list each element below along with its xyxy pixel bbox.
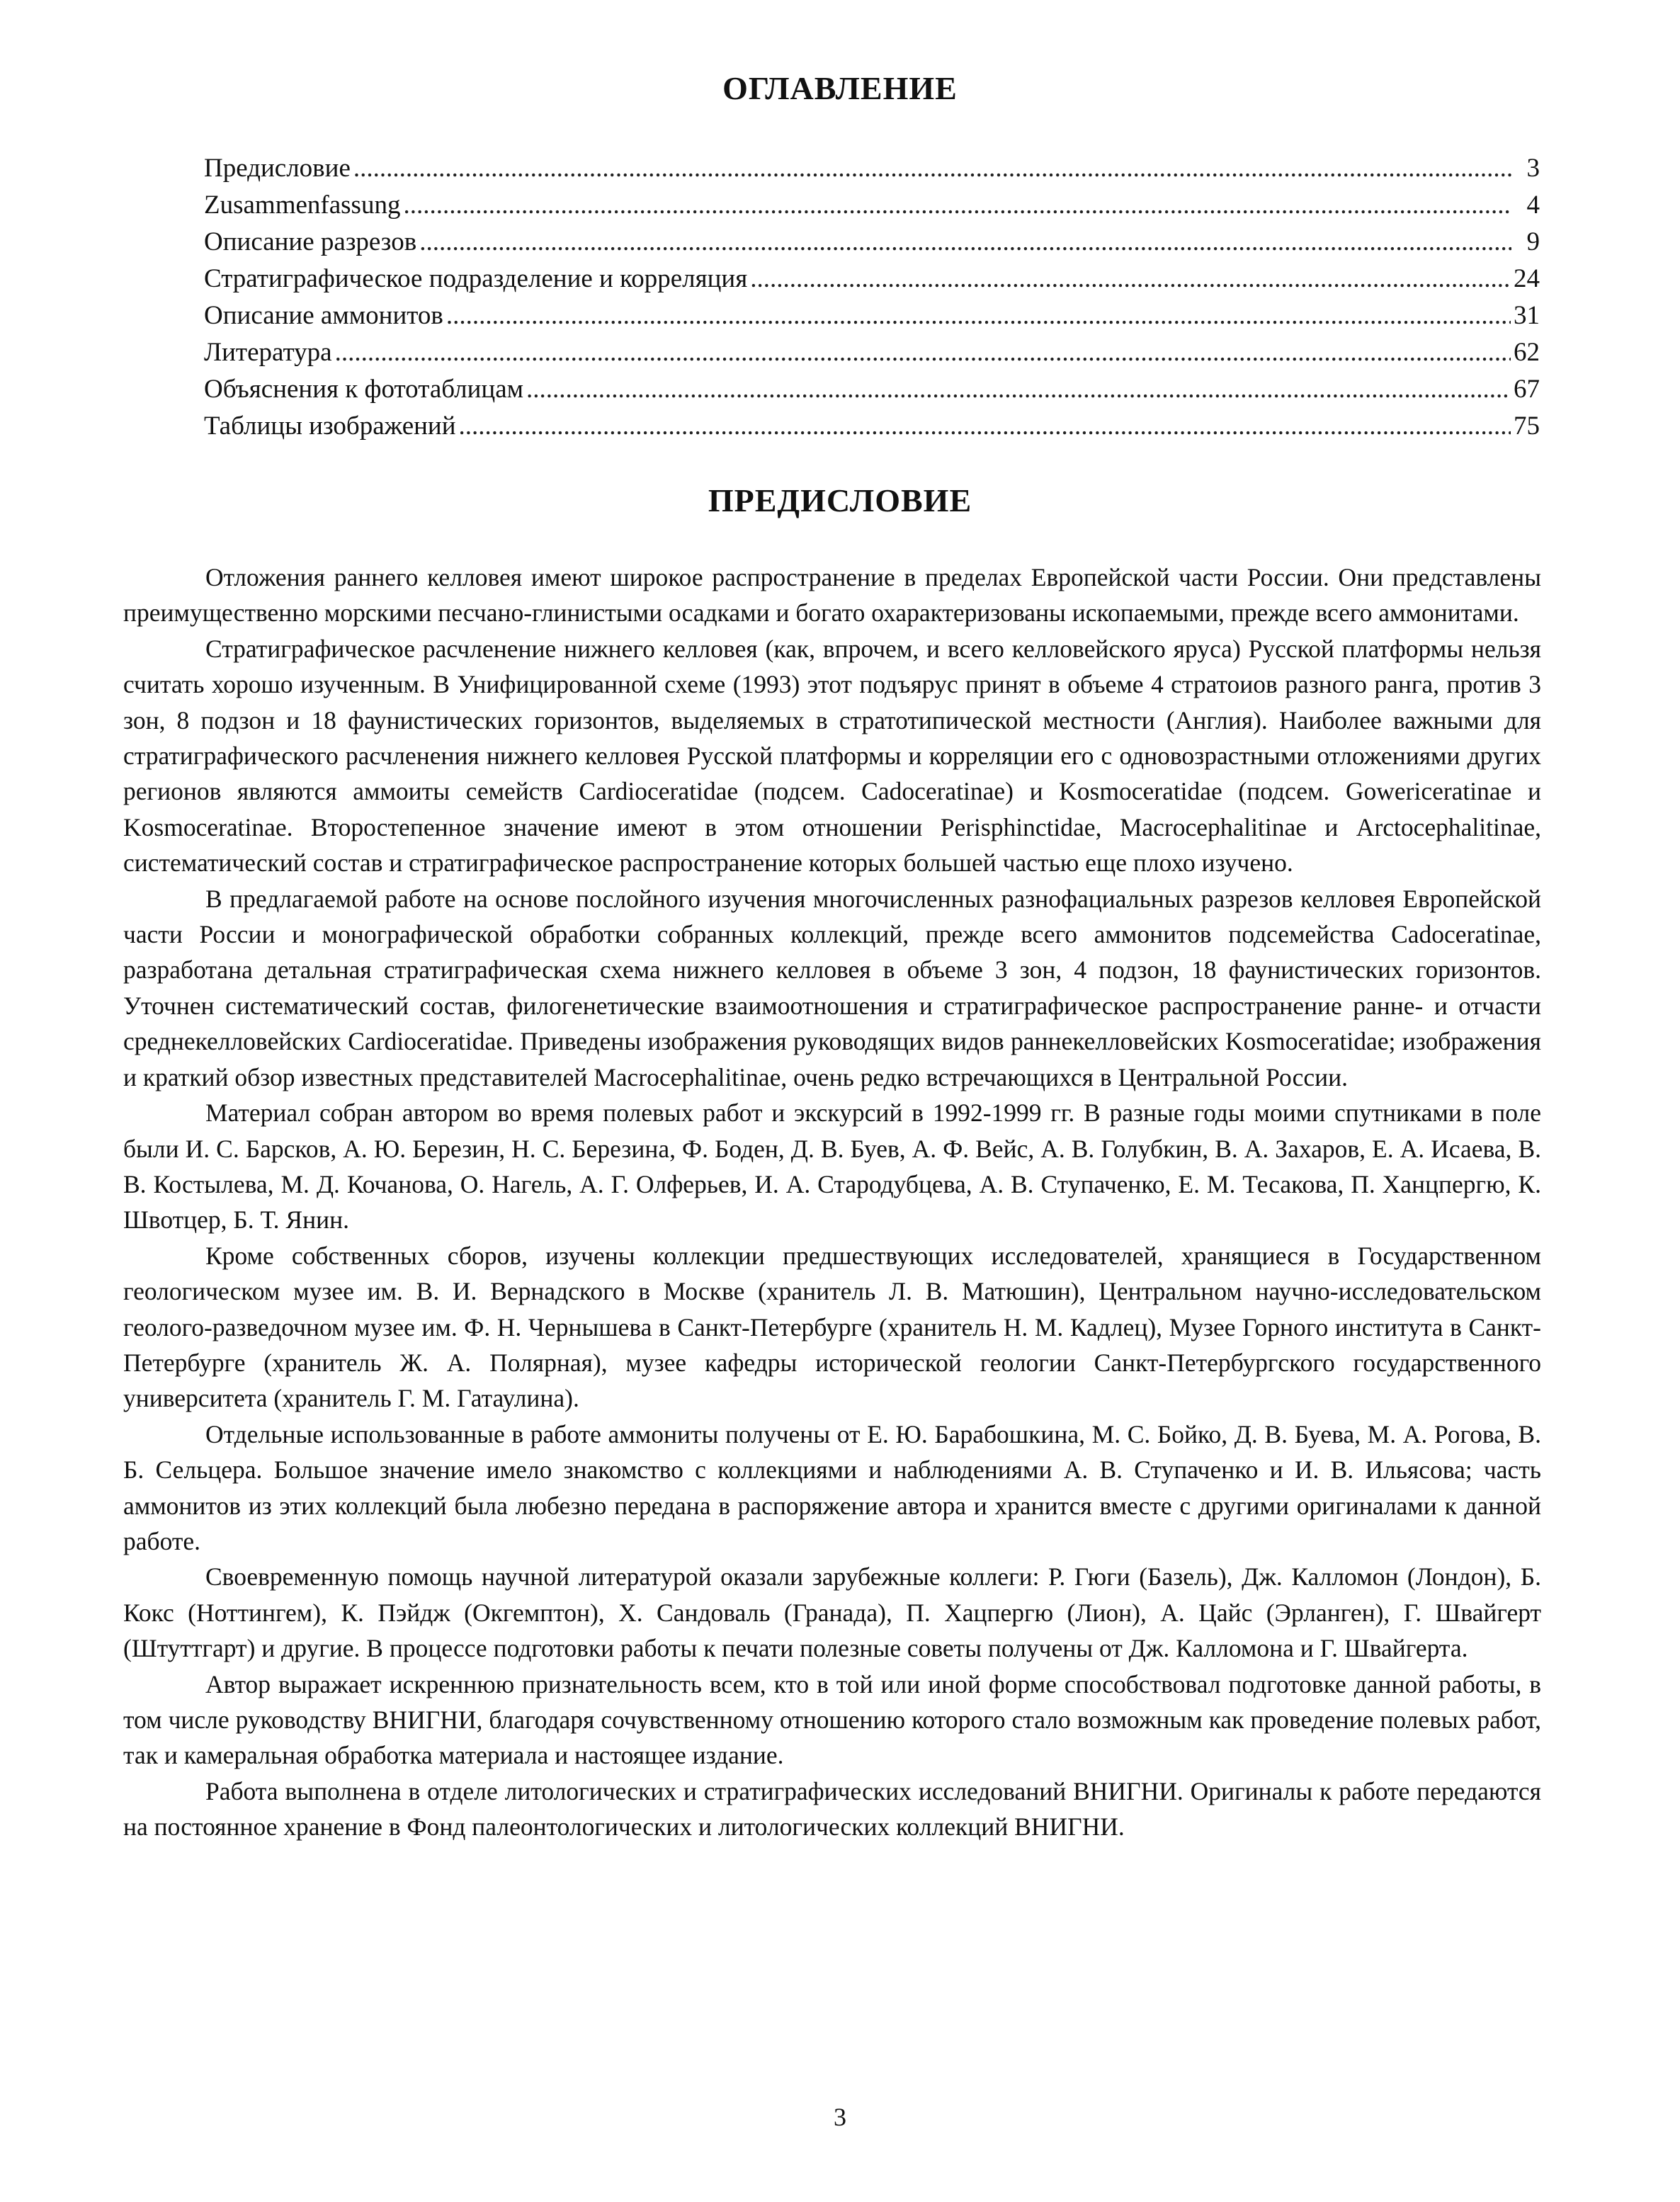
preface-paragraph: Кроме собственных сборов, изучены коллекции предшествующих исследователей, хранящиеся в Государственном геологическом музее им. В. И. Вернадского в Москве (хранитель Л. В. Матюшин), Центральном научно-исследовательском геолого-разведочном музее им. Ф. Н. Чернышева в Санкт-Петербурге (хранитель Н. М. Кадлец), Музее Горного института в Санкт-Петербурге (хранитель Ж. А. Полярная), музее кафедры исторической геологии Санкт-Петербургского государственного университета (хранитель Г. М. Гатаулина). [123, 1241, 1541, 1413]
preface-title: ПРЕДИСЛОВИЕ [708, 482, 972, 518]
toc-entry-page: 31 [1514, 301, 1540, 330]
preface-paragraph: Автор выражает искреннюю признательность всем, кто в той или иной форме способствовал подготовке данной работы, в том числе руководству ВНИГНИ, благодаря сочувственному отношению которого стало возможным как проведение полевых работ, так и камеральная обработка материала и настоящее издание. [123, 1669, 1541, 1770]
toc-entry-label: Предисловие [204, 154, 351, 183]
toc-entry-page: 9 [1526, 227, 1540, 256]
toc-entry[interactable] [204, 224, 1540, 261]
toc-entry-page: 62 [1514, 338, 1540, 367]
toc-entry[interactable] [204, 187, 1540, 224]
toc-entry-label: Таблицы изображений [204, 412, 456, 441]
toc-entry-label: Zusammenfassung [204, 191, 401, 220]
toc-leader-dots [403, 187, 1511, 224]
toc-entry[interactable] [204, 297, 1540, 334]
toc-entry-label: Описание аммонитов [204, 301, 443, 330]
toc-entry-label: Литература [204, 338, 332, 367]
toc-entry-page: 67 [1514, 375, 1540, 404]
toc-leader-dots [353, 150, 1511, 187]
toc-entry-page: 4 [1526, 191, 1540, 220]
toc-leader-dots [335, 334, 1511, 371]
preface-body [123, 560, 1541, 1845]
toc-entry[interactable] [204, 334, 1540, 371]
preface-paragraph: Стратиграфическое расчленение нижнего келловея (как, впрочем, и всего келловейского яруса) Русской платформы нельзя считать хорошо изученным. В Унифицированной схеме (1993) этот подъярус принят в объеме 4 стратоиов разного ранга, против 3 зон, 8 подзон и 18 фаунистических горизонтов, выделяемых в стратотипической местности (Англия). Наиболее важными для стратиграфического расчленения нижнего келловея Русской платформы и корреляции его с одновозрастными отложениями других регионов являются аммоиты семейств Cardioceratidae (подсем. Cadoceratinae) и Kosmoceratidae (подсем. Gowericeratinae и Kosmoceratinae. Второстепенное значение имеют в этом отношении Perisphinctidae, Macrocephalitinae и Arctocephalitinae, систематический состав и стратиграфическое распространение которых большей частью еще плохо изучено. [123, 634, 1541, 878]
toc-entry[interactable] [204, 408, 1540, 445]
toc-entry[interactable] [204, 150, 1540, 187]
preface-paragraph: Отложения раннего келловея имеют широкое распространение в пределах Европейской части России. Они представлены преимущественно морскими песчано-глинистыми осадками и богато охарактеризованы ископаемыми, прежде всего аммонитами. [123, 563, 1541, 628]
preface-paragraph: Работа выполнена в отделе литологических и стратиграфических исследований ВНИГНИ. Оригиналы к работе передаются на постоянное хранение в Фонд палеонтологических и литологических коллекций ВНИГНИ. [123, 1776, 1541, 1841]
page-number: 3 [834, 2103, 846, 2131]
table-of-contents [204, 150, 1540, 445]
preface-paragraph: Своевременную помощь научной литературой оказали зарубежные коллеги: Р. Гюги (Базель), Дж. Калломон (Лондон), Б. Кокс (Ноттингем), К. Пэйдж (Окгемптон), Х. Сандоваль (Гранада), П. Хацпергю (Лион), А. Цайс (Эрланген), Г. Швайгерт (Штуттгарт) и другие. В процессе подготовки работы к печати полезные советы получены от Дж. Калломона и Г. Швайгерта. [123, 1562, 1541, 1663]
toc-leader-dots [750, 261, 1511, 297]
toc-entry-label: Описание разрезов [204, 227, 417, 256]
toc-entry-label: Объяснения к фототаблицам [204, 375, 524, 404]
toc-title: ОГЛАВЛЕНИЕ [722, 70, 958, 106]
toc-entry-label: Стратиграфическое подразделение и корреляция [204, 264, 748, 293]
preface-paragraph: В предлагаемой работе на основе послойного изучения многочисленных разнофациальных разрезов келловея Европейской части России и монографической обработки собранных коллекций, прежде всего аммонитов подсемейства Cadoceratinae, разработана детальная стратиграфическая схема нижнего келловея в объеме 3 зон, 4 подзон, 18 фаунистических горизонтов. Уточнен систематический состав, филогенетические взаимоотношения и стратиграфическое распространение ранне- и отчасти среднекелловейских Cardioceratidae. Приведены изображения руководящих видов раннекелловейских Kosmoceratidae; изображения и краткий обзор известных представителей Macrocephalitinae, очень редко встречающихся в Центральной России. [123, 884, 1541, 1091]
toc-entry-page: 75 [1514, 412, 1540, 441]
toc-leader-dots [419, 224, 1511, 261]
preface-paragraph: Материал собран автором во время полевых работ и экскурсий в 1992-1999 гг. В разные годы моими спутниками в поле были И. С. Барсков, А. Ю. Березин, Н. С. Березина, Ф. Боден, Д. В. Буев, А. Ф. Вейс, А. В. Голубкин, В. А. Захаров, Е. А. Исаева, В. В. Костылева, М. Д. Кочанова, О. Нагель, А. Г. Олферьев, И. А. Стародубцева, А. В. Ступаченко, Е. М. Тесакова, П. Ханцпергю, К. Швотцер, Б. Т. Янин. [123, 1099, 1541, 1235]
preface-paragraph: Отдельные использованные в работе аммониты получены от Е. Ю. Барабошкина, М. С. Бойко, Д. В. Буева, М. А. Рогова, В. Б. Сельцера. Большое значение имело знакомство с коллекциями и наблюдениями А. В. Ступаченко и И. В. Ильясова; часть аммонитов из этих коллекций была любезно передана в распоряжение автора и хранится вместе с другими оригиналами к данной работе. [123, 1419, 1541, 1555]
toc-entry[interactable] [204, 261, 1540, 297]
toc-entry[interactable] [204, 371, 1540, 408]
toc-leader-dots [459, 408, 1511, 445]
toc-entry-page: 24 [1514, 264, 1540, 293]
toc-leader-dots [526, 371, 1511, 408]
toc-leader-dots [446, 297, 1511, 334]
toc-entry-page: 3 [1526, 154, 1540, 183]
